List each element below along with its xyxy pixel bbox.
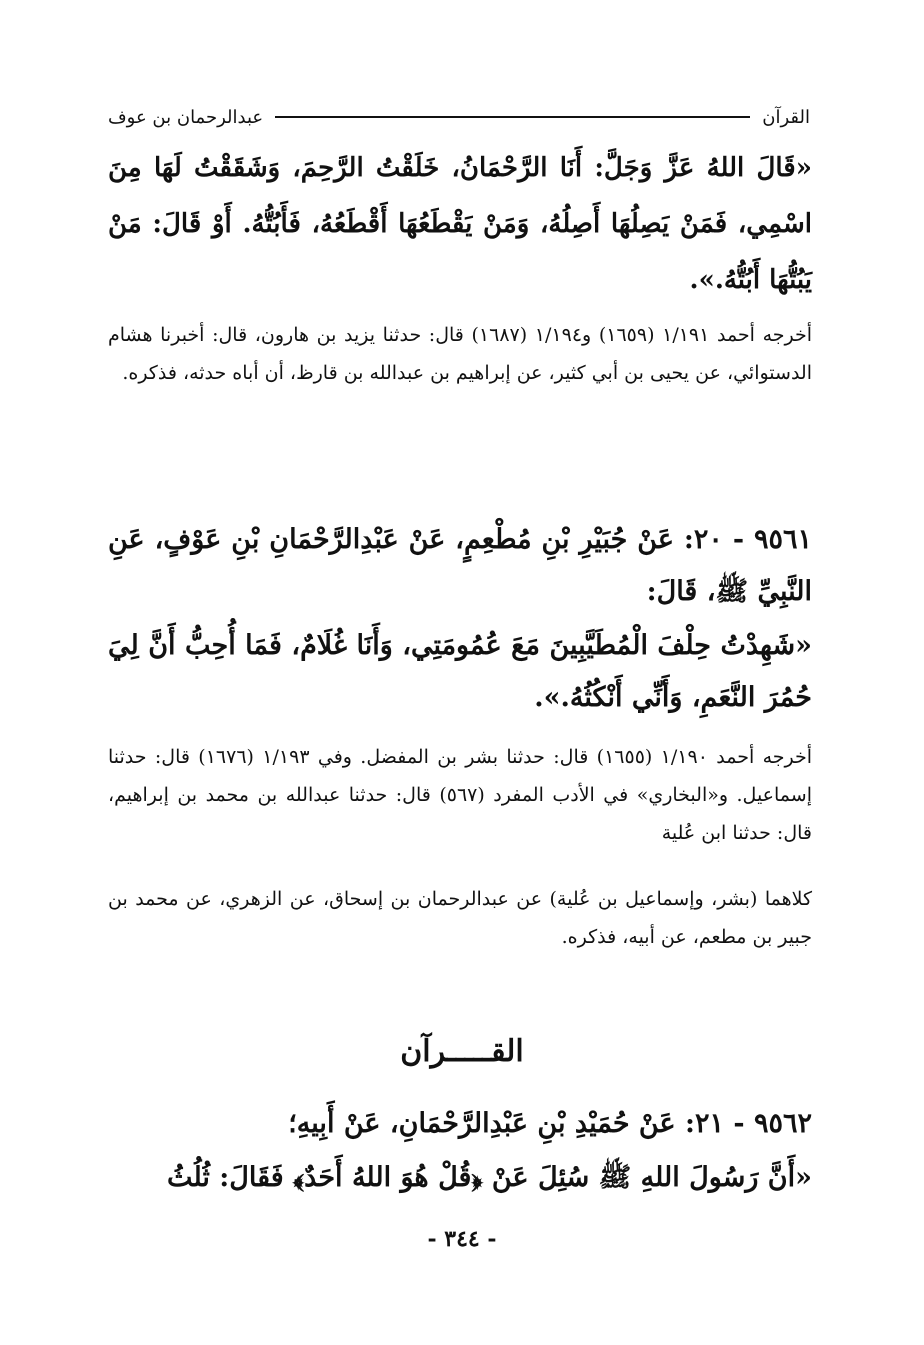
- hadith-9561-takhrij-note: كلاهما (بشر، وإسماعيل بن عُلية) عن عبدالرحمان بن إسحاق، عن الزهري، عن محمد بن جبير بن مطعم، عن أبيه، فذكره.: [108, 888, 812, 948]
- hadith-9560-text: «قَالَ اللهُ عَزَّ وَجَلَّ: أَنَا الرَّحْمَانُ، خَلَقْتُ الرَّحِمَ، وَشَقَقْتُ لَهَا مِنَ اسْمِي، فَمَنْ يَصِلُهَا أَصِلُهُ، وَمَنْ يَقْطَعُهَا أَقْطَعُهُ، فَأَبُتُّهُ. أَوْ قَالَ: مَنْ يَبُتُّهَا أَبُتُّهُ.».: [108, 153, 812, 295]
- hadith-9561-matn: «شَهِدْتُ حِلْفَ الْمُطَيَّبِينَ مَعَ عُمُومَتِي، وَأَنَا غُلَامٌ، فَمَا أُحِبُّ أَنَّ لِيَ حُمُرَ النَّعَمِ، وَأَنِّي أَنْكُثُهُ.».: [108, 630, 812, 713]
- running-header: [108, 102, 810, 132]
- section-title: القـــــرآن: [400, 1034, 524, 1069]
- hadith-9560-takhrij: أخرجه أحمد ١/١٩١ (١٦٥٩) و١/١٩٤ (١٦٨٧) قال: حدثنا يزيد بن هارون، قال: أخبرنا هشام الدستوائي، عن يحيى بن أبي كثير، عن إبراهيم بن عبدالله بن قارظ، أن أباه حدثه، فذكره.: [108, 324, 813, 384]
- header-chapter: القرآن: [762, 106, 810, 128]
- hadith-9561-takhrij: أخرجه أحمد ١/١٩٠ (١٦٥٥) قال: حدثنا بشر بن المفضل. وفي ١/١٩٣ (١٦٧٦) قال: حدثنا إسماعيل. و«البخاري» في الأدب المفرد (٥٦٧) قال: حدثنا عبدالله بن محمد بن إبراهيم، قال: حدثنا ابن عُلية: [108, 746, 813, 844]
- hadith-9561-isnad: ٩٥٦١ - ٢٠: عَنْ جُبَيْرِ بْنِ مُطْعِمٍ، عَنْ عَبْدِالرَّحْمَانِ بْنِ عَوْفٍ، عَنِ النَّبِيِّ ﷺ، قَالَ:: [108, 524, 812, 607]
- header-rule: [275, 116, 750, 118]
- hadith-9562-matn: «أَنَّ رَسُولَ اللهِ ﷺ سُئِلَ عَنْ ﴿قُلْ هُوَ اللهُ أَحَدٌ﴾ فَقَالَ: ثُلُثُ: [166, 1162, 812, 1193]
- hadith-9562-isnad: ٩٥٦٢ - ٢١: عَنْ حُمَيْدِ بْنِ عَبْدِالرَّحْمَانِ، عَنْ أَبِيهِ؛: [288, 1108, 812, 1139]
- page-number: - ٣٤٤ -: [427, 1226, 497, 1252]
- header-narrator: عبدالرحمان بن عوف: [108, 106, 264, 128]
